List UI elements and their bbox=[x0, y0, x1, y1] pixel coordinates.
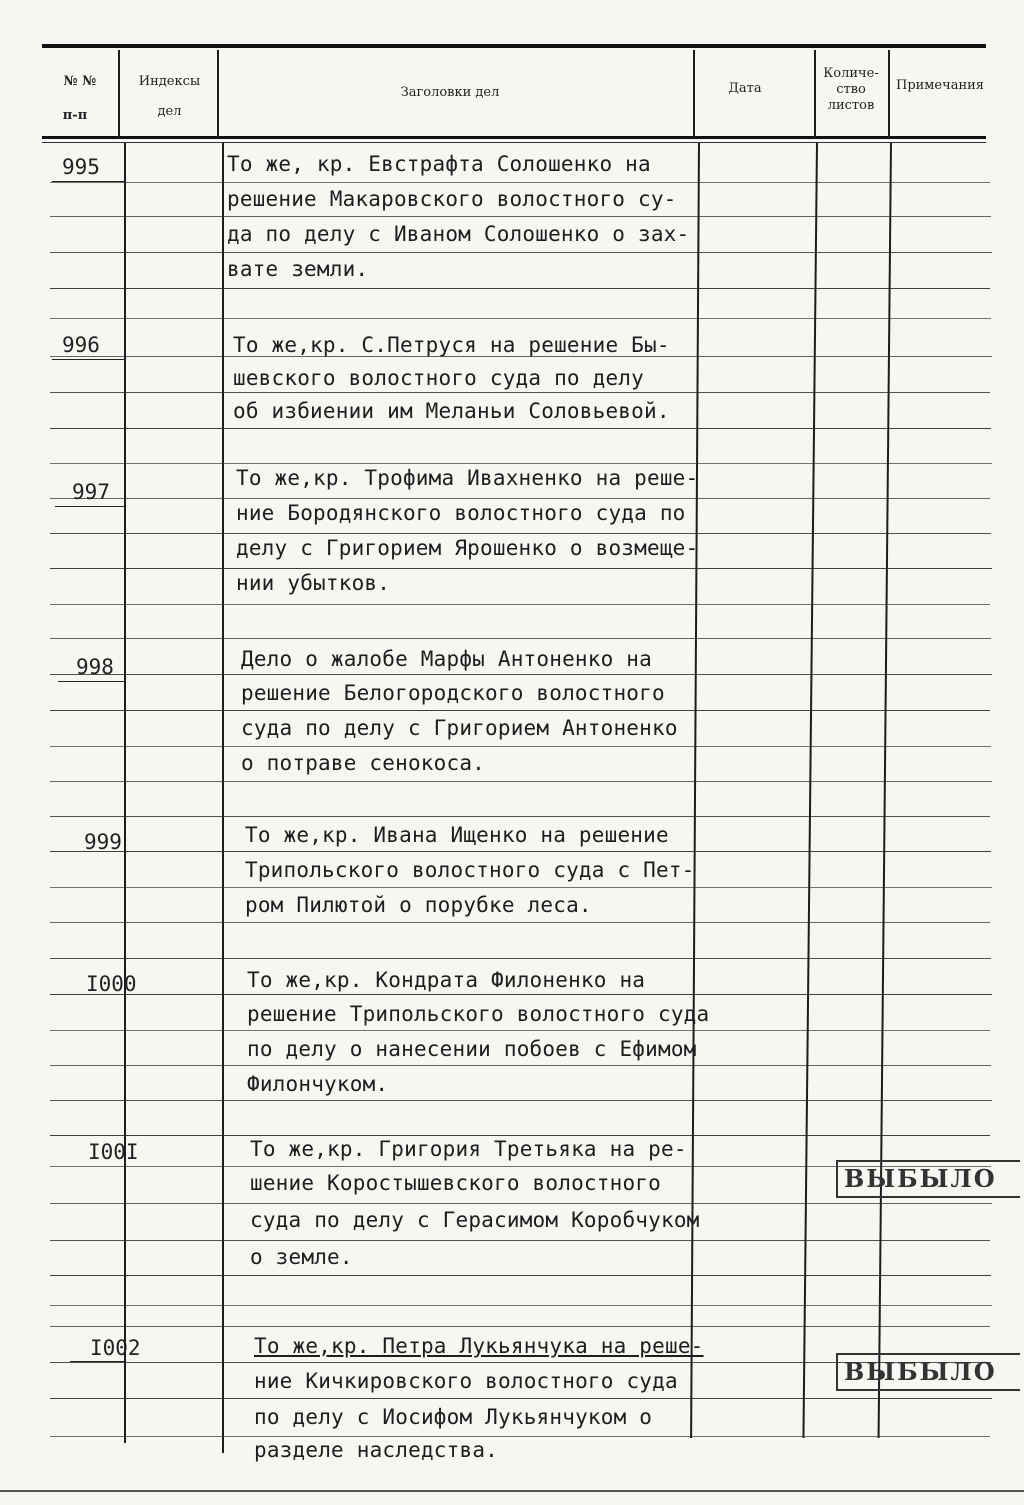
entry-line: по делу о нанесении побоев с Ефимом bbox=[247, 1037, 697, 1061]
entry-number: I000 bbox=[86, 972, 137, 996]
ruled-line bbox=[50, 1240, 990, 1241]
ruled-line bbox=[50, 182, 990, 183]
ruled-line bbox=[50, 922, 990, 923]
body-col-sep-2 bbox=[222, 143, 224, 1453]
entry-line: о земле. bbox=[250, 1245, 353, 1269]
entry-line: о потраве сенокоса. bbox=[241, 751, 486, 775]
stamp-written-off: ВЫБЫЛО bbox=[836, 1160, 1020, 1198]
ruled-line bbox=[50, 533, 991, 534]
ruled-line bbox=[50, 1398, 992, 1399]
header-bottom-rule bbox=[42, 136, 986, 139]
entry-number: 997 bbox=[72, 480, 110, 504]
ruled-line bbox=[50, 994, 992, 995]
entry-line: ние Кичкировского волостного суда bbox=[254, 1369, 678, 1393]
body-col-sep-4 bbox=[802, 143, 818, 1438]
entry-line: То же,кр. Петра Лукьянчука на реше- bbox=[254, 1334, 704, 1358]
ruled-line bbox=[50, 1135, 990, 1136]
ruled-line bbox=[50, 1203, 992, 1204]
ruled-line bbox=[50, 851, 991, 852]
entry-line: То же, кр. Евстрафта Солошенко на bbox=[227, 152, 651, 176]
entry-line: ром Пилютой о порубке леса. bbox=[245, 893, 592, 917]
number-underline bbox=[52, 181, 124, 182]
ruled-line bbox=[50, 568, 992, 569]
number-underline bbox=[58, 681, 124, 682]
header-col-sep-4 bbox=[814, 50, 816, 138]
entry-number: 995 bbox=[62, 155, 100, 179]
stamp-written-off: ВЫБЫЛО bbox=[836, 1353, 1020, 1391]
entry-line: вате земли. bbox=[227, 257, 369, 281]
header-number: № № bbox=[63, 74, 97, 89]
number-underline bbox=[70, 1361, 124, 1362]
ruled-line bbox=[50, 252, 992, 253]
ruled-line bbox=[50, 1275, 991, 1276]
ruled-line bbox=[50, 392, 990, 393]
header-col-sep-2 bbox=[217, 50, 219, 138]
entry-line: решение Трипольского волостного суда bbox=[247, 1002, 710, 1026]
ruled-line bbox=[50, 674, 992, 675]
number-underline bbox=[55, 506, 124, 507]
header-titles: Заголовки дел bbox=[400, 85, 500, 100]
entry-number: I00I bbox=[88, 1140, 139, 1164]
number-underline bbox=[52, 359, 124, 360]
body-col-sep-5 bbox=[878, 143, 892, 1438]
entry-line: по делу с Иосифом Лукьянчуком о bbox=[254, 1405, 653, 1429]
entry-line: Трипольского волостного суда с Пет- bbox=[245, 858, 695, 882]
entry-line: нии убытков. bbox=[236, 571, 391, 595]
ruled-line bbox=[50, 318, 991, 319]
ruled-line bbox=[50, 710, 990, 711]
header-sheets-3: листов bbox=[827, 98, 875, 113]
header-sheets-2: ство bbox=[836, 82, 866, 97]
entry-line: То же,кр. Кондрата Филоненко на bbox=[247, 968, 646, 992]
ruled-line bbox=[50, 1326, 990, 1327]
entry-line: суда по делу с Герасимом Коробчуком bbox=[250, 1208, 700, 1232]
entry-line: Дело о жалобе Марфы Антоненко на bbox=[241, 647, 652, 671]
entry-line: решение Макаровского волостного су- bbox=[227, 187, 677, 211]
header-index-sub: дел bbox=[157, 104, 182, 119]
ruled-line bbox=[50, 746, 991, 747]
ruled-line bbox=[50, 1436, 990, 1437]
header-notes: Примечания bbox=[895, 78, 984, 93]
entry-line: шение Коростышевского волостного bbox=[250, 1171, 661, 1195]
header-number-sub: п-п bbox=[62, 108, 88, 123]
entry-line: То же,кр. Трофима Ивахненко на реше- bbox=[236, 466, 699, 490]
entry-line: То же,кр. С.Петруся на решение Бы- bbox=[233, 333, 670, 357]
entry-line: разделе наследства. bbox=[254, 1438, 499, 1462]
entry-line: Филончуком. bbox=[247, 1072, 389, 1096]
entry-line: шевского волостного суда по делу bbox=[233, 366, 644, 390]
header-sheets-1: Количе- bbox=[823, 66, 879, 81]
ruled-line bbox=[50, 1100, 992, 1101]
ruled-line bbox=[50, 463, 992, 464]
entry-number: 996 bbox=[62, 333, 100, 357]
ruled-line bbox=[50, 638, 991, 639]
entry-line: решение Белогородского волостного bbox=[241, 681, 665, 705]
ruled-line bbox=[50, 887, 992, 888]
ruled-line bbox=[50, 604, 990, 605]
ruled-line bbox=[50, 816, 990, 817]
ruled-line bbox=[50, 288, 990, 289]
ruled-line bbox=[50, 428, 991, 429]
entry-line: суда по делу с Григорием Антоненко bbox=[241, 716, 678, 740]
ruled-line bbox=[50, 1030, 990, 1031]
entry-line: То же,кр. Григория Третьяка на ре- bbox=[250, 1137, 687, 1161]
header-date: Дата bbox=[728, 81, 762, 96]
ruled-line bbox=[50, 498, 990, 499]
ruled-line bbox=[50, 1305, 992, 1306]
entry-line: делу с Григорием Ярошенко о возмеще- bbox=[236, 536, 699, 560]
body-col-sep-1 bbox=[124, 143, 126, 1443]
ruled-line bbox=[50, 1065, 991, 1066]
entry-number: I002 bbox=[90, 1336, 141, 1360]
header-index: Индексы bbox=[138, 74, 201, 89]
entry-line: То же,кр. Ивана Ищенко на решение bbox=[245, 823, 669, 847]
entry-number: 999 bbox=[84, 830, 122, 854]
page-bottom-edge bbox=[0, 1490, 1024, 1492]
header-col-sep-5 bbox=[888, 50, 890, 138]
body-col-sep-3 bbox=[690, 143, 700, 1438]
header-col-sep-3 bbox=[693, 50, 695, 138]
entry-line: об избиении им Меланьи Соловьевой. bbox=[233, 399, 670, 423]
entry-line: ние Бородянского волостного суда по bbox=[236, 501, 686, 525]
ruled-line bbox=[50, 216, 991, 217]
ruled-line bbox=[50, 958, 991, 959]
entry-number: 998 bbox=[76, 655, 114, 679]
entry-line: да по делу с Иваном Солошенко о зах- bbox=[227, 222, 690, 246]
ruled-line bbox=[50, 781, 992, 782]
header-top-rule bbox=[42, 44, 986, 48]
header-bottom-rule-thin bbox=[42, 142, 986, 143]
header-col-sep-1 bbox=[118, 50, 120, 138]
